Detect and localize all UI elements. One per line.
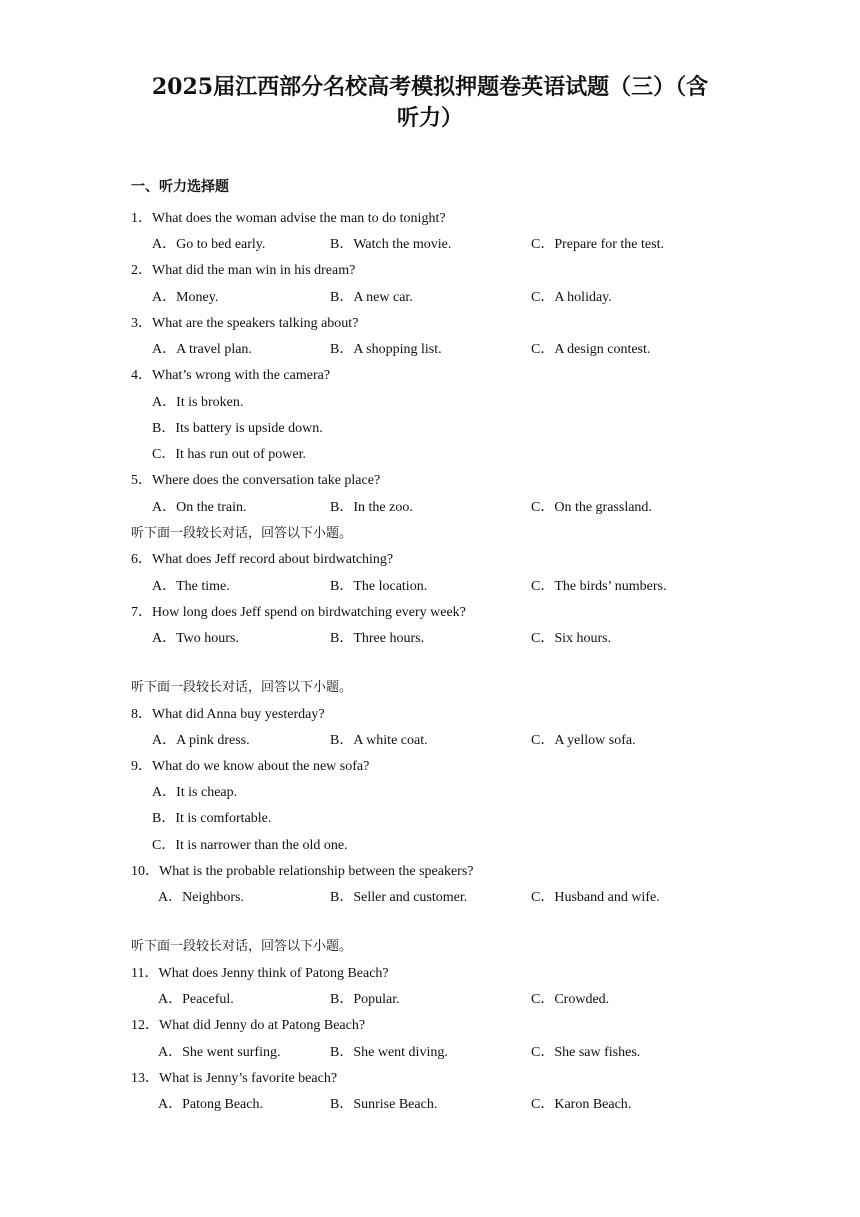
q13-option-a: A．Patong Beach. xyxy=(158,1097,263,1112)
q6-option-a: A．The time. xyxy=(152,579,230,594)
question-9: 9．What do we know about the new sofa? xyxy=(131,759,370,774)
q10-option-b: B．Seller and customer. xyxy=(330,890,468,905)
q4-option-a: A．It is broken. xyxy=(152,395,244,410)
question-3: 3．What are the speakers talking about? xyxy=(131,316,359,331)
q1-option-c: C．Prepare for the test. xyxy=(531,237,664,252)
question-10: 10．What is the probable relationship between the speakers? xyxy=(131,864,474,879)
q12-option-c: C．She saw fishes. xyxy=(531,1045,641,1060)
question-5: 5．Where does the conversation take place? xyxy=(131,473,381,488)
q1-option-a: A．Go to bed early. xyxy=(152,237,266,252)
q12-option-a: A．She went surfing. xyxy=(158,1045,281,1060)
group-instruction-2: 听下面一段较长对话，回答以下小题。 xyxy=(131,680,353,695)
q9-option-b: B．It is comfortable. xyxy=(152,811,272,826)
q8-option-c: C．A yellow sofa. xyxy=(531,733,636,748)
q11-option-c: C．Crowded. xyxy=(531,992,610,1007)
question-12: 12．What did Jenny do at Patong Beach? xyxy=(131,1018,366,1033)
q5-option-b: B．In the zoo. xyxy=(330,500,413,515)
q3-option-a: A．A travel plan. xyxy=(152,342,252,357)
q9-option-a: A．It is cheap. xyxy=(152,785,238,800)
title-line-2: 听力） xyxy=(396,105,463,131)
question-11: 11．What does Jenny think of Patong Beach? xyxy=(131,966,389,981)
q13-option-c: C．Karon Beach. xyxy=(531,1097,632,1112)
q3-option-b: B．A shopping list. xyxy=(330,342,442,357)
q4-option-b: B．Its battery is upside down. xyxy=(152,421,323,436)
q2-option-b: B．A new car. xyxy=(330,290,413,305)
q5-option-c: C．On the grassland. xyxy=(531,500,652,515)
group-instruction-3: 听下面一段较长对话，回答以下小题。 xyxy=(131,939,353,954)
q4-option-c: C．It has run out of power. xyxy=(152,447,306,462)
question-2: 2．What did the man win in his dream? xyxy=(131,263,356,278)
q8-option-a: A．A pink dress. xyxy=(152,733,250,748)
question-1: 1．What does the woman advise the man to do tonight? xyxy=(131,211,446,226)
q3-option-c: C．A design contest. xyxy=(531,342,651,357)
group-instruction-1: 听下面一段较长对话，回答以下小题。 xyxy=(131,526,353,541)
title-line-1: 2025届江西部分名校高考模拟押题卷英语试题（三）（含 xyxy=(151,74,709,100)
q10-option-a: A．Neighbors. xyxy=(158,890,244,905)
q13-option-b: B．Sunrise Beach. xyxy=(330,1097,438,1112)
q11-option-b: B．Popular. xyxy=(330,992,400,1007)
question-4: 4．What’s wrong with the camera? xyxy=(131,368,331,383)
q9-option-c: C．It is narrower than the old one. xyxy=(152,838,348,853)
q2-option-c: C．A holiday. xyxy=(531,290,612,305)
question-7: 7．How long does Jeff spend on birdwatching every week? xyxy=(131,605,466,620)
q2-option-a: A．Money. xyxy=(152,290,219,305)
question-6: 6．What does Jeff record about birdwatching? xyxy=(131,552,394,567)
question-8: 8．What did Anna buy yesterday? xyxy=(131,707,325,722)
q10-option-c: C．Husband and wife. xyxy=(531,890,660,905)
q5-option-a: A．On the train. xyxy=(152,500,247,515)
q7-option-c: C．Six hours. xyxy=(531,631,612,646)
q6-option-c: C．The birds’ numbers. xyxy=(531,579,667,594)
section-heading: 一、听力选择题 xyxy=(131,179,229,195)
question-13: 13．What is Jenny’s favorite beach? xyxy=(131,1071,338,1086)
q11-option-a: A．Peaceful. xyxy=(158,992,234,1007)
q8-option-b: B．A white coat. xyxy=(330,733,428,748)
document-title xyxy=(120,72,740,134)
q7-option-a: A．Two hours. xyxy=(152,631,239,646)
q7-option-b: B．Three hours. xyxy=(330,631,425,646)
q6-option-b: B．The location. xyxy=(330,579,428,594)
q12-option-b: B．She went diving. xyxy=(330,1045,448,1060)
q1-option-b: B．Watch the movie. xyxy=(330,237,452,252)
